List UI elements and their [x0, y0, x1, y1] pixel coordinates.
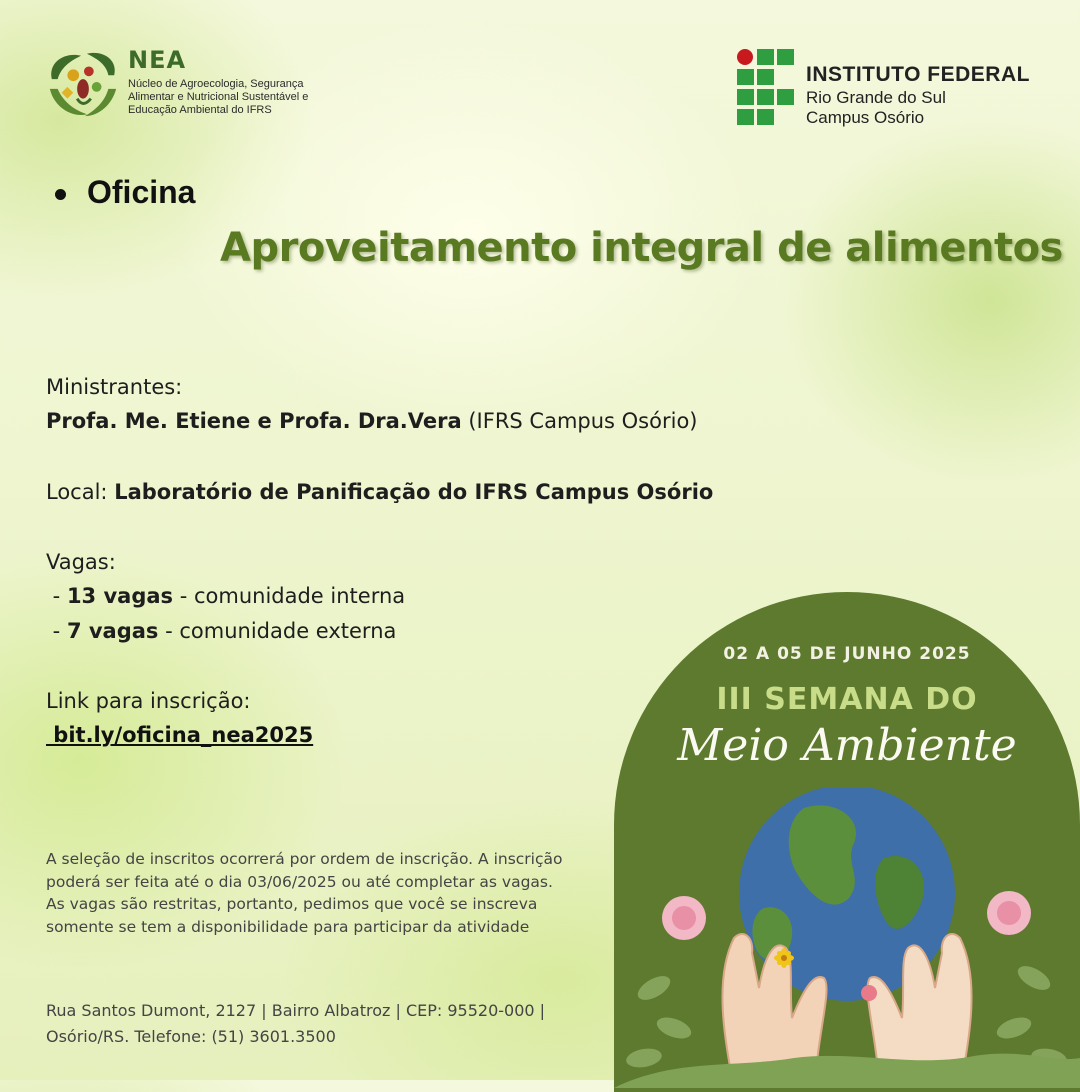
vagas-external-prefix: - — [46, 619, 67, 643]
workshop-title: Aproveitamento integral de alimentos — [220, 225, 1063, 271]
nea-subtitle: Núcleo de Agroecologia, Segurança Alimentar e Nutricional Sustentável e Educação Ambiental do IFRS — [128, 78, 309, 116]
nea-title: NEA — [128, 46, 187, 74]
local-line — [46, 475, 713, 509]
selection-notice: A seleção de inscritos ocorrerá por ordem de inscrição. A inscrição poderá ser feita até o dia 03/06/2025 ou até completar as vagas. As vagas são restritas, portanto, pedimos que você se inscreva somente se tem a disponibilidade para participar da atividade — [46, 850, 563, 936]
institute-state: Rio Grande do Sul — [806, 88, 946, 107]
ministrantes-line — [46, 404, 697, 438]
vagas-internal-text: - comunidade interna — [173, 584, 406, 608]
event-card — [614, 592, 1080, 1092]
event-type-heading: Oficina — [87, 174, 196, 210]
address-footer: Rua Santos Dumont, 2127 | Bairro Albatroz | CEP: 95520-000 | Osório/RS. Telefone: (51) 3601.3500 — [46, 1001, 546, 1046]
vagas-internal-prefix: - — [46, 584, 67, 608]
institute-name: INSTITUTO FEDERAL — [806, 63, 1030, 86]
vagas-internal-count: 13 vagas — [66, 584, 174, 608]
vagas-internal — [46, 579, 405, 613]
vagas-external — [46, 614, 396, 648]
earth-hands-illustration-icon — [614, 788, 1080, 1088]
local-value: Laboratório de Panificação do IFRS Campus Osório — [114, 480, 714, 504]
nea-logo-icon — [44, 46, 122, 122]
event-edition: III SEMANA DO — [716, 682, 978, 717]
registration-link-label: Link para inscrição: — [46, 689, 251, 713]
vagas-label: Vagas: — [46, 550, 116, 574]
event-name: Meio Ambiente — [677, 720, 1017, 771]
ministrantes-label: Ministrantes: — [46, 375, 183, 399]
vagas-external-text: - comunidade externa — [158, 619, 397, 643]
ministrantes-place: (IFRS Campus Osório) — [461, 409, 698, 433]
vagas-external-count: 7 vagas — [66, 619, 159, 643]
local-label: Local: — [46, 480, 115, 504]
institute-campus: Campus Osório — [806, 108, 925, 127]
instituto-federal-logo-icon — [736, 48, 796, 126]
event-dates: 02 A 05 DE JUNHO 2025 — [723, 644, 971, 664]
bullet-icon — [55, 189, 66, 200]
ministrantes-names: Profa. Me. Etiene e Profa. Dra.Vera — [46, 409, 462, 433]
registration-link[interactable]: bit.ly/oficina_nea2025 — [46, 723, 314, 747]
